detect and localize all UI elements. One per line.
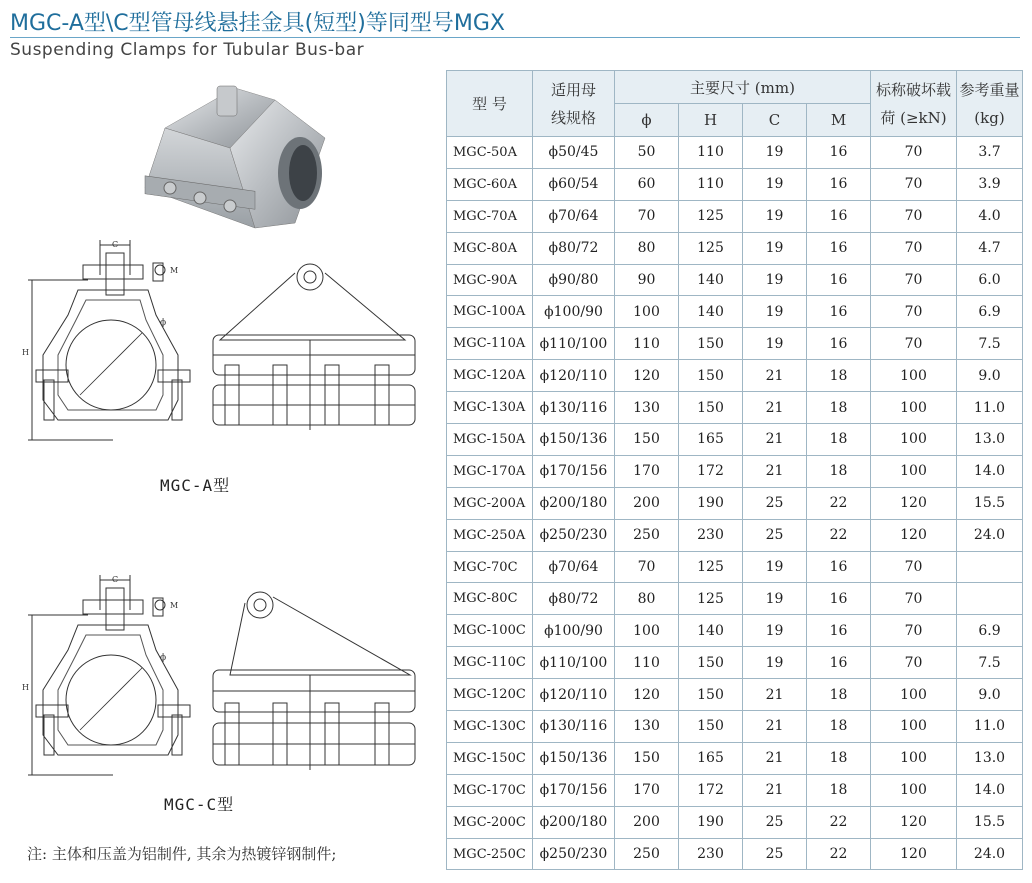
load-cell: 70	[871, 615, 957, 647]
table-row	[447, 360, 1023, 392]
table-row	[447, 806, 1023, 838]
table-row	[447, 264, 1023, 296]
load-cell: 70	[871, 296, 957, 328]
c-cell: 25	[743, 487, 807, 519]
m-cell: 18	[807, 774, 871, 806]
model-cell: MGC-120A	[447, 360, 533, 392]
phi-cell: 120	[615, 679, 679, 711]
m-cell: 18	[807, 392, 871, 424]
weight-cell: 4.7	[957, 232, 1023, 264]
table-row	[447, 615, 1023, 647]
weight-cell: 11.0	[957, 711, 1023, 743]
c-cell: 19	[743, 328, 807, 360]
header-m: M	[807, 104, 871, 137]
model-cell: MGC-250C	[447, 838, 533, 870]
load-cell: 100	[871, 392, 957, 424]
dim-c-label-c: C	[112, 575, 119, 584]
load-cell: 100	[871, 679, 957, 711]
mgc-c-side-view	[205, 585, 425, 780]
load-cell: 120	[871, 838, 957, 870]
dim-m-label-c: M	[170, 601, 179, 610]
h-cell: 150	[679, 392, 743, 424]
c-cell: 19	[743, 137, 807, 169]
table-row	[447, 519, 1023, 551]
dim-phi-label-c: ϕ	[160, 653, 167, 663]
h-cell: 150	[679, 328, 743, 360]
load-cell: 100	[871, 711, 957, 743]
c-cell: 21	[743, 392, 807, 424]
m-cell: 16	[807, 328, 871, 360]
c-cell: 19	[743, 232, 807, 264]
dim-m-label: M	[170, 266, 179, 275]
m-cell: 16	[807, 551, 871, 583]
table-row	[447, 424, 1023, 456]
bus-spec-cell: ϕ80/72	[533, 232, 615, 264]
table-row	[447, 838, 1023, 870]
table-row	[447, 137, 1023, 169]
table-row	[447, 168, 1023, 200]
table-row	[447, 455, 1023, 487]
m-cell: 18	[807, 455, 871, 487]
table-row	[447, 296, 1023, 328]
weight-cell: 6.9	[957, 296, 1023, 328]
c-cell: 19	[743, 200, 807, 232]
bus-spec-cell: ϕ100/90	[533, 296, 615, 328]
phi-cell: 120	[615, 360, 679, 392]
phi-cell: 80	[615, 583, 679, 615]
model-cell: MGC-80C	[447, 583, 533, 615]
header-weight: 参考重量 (kg)	[957, 71, 1023, 137]
weight-cell: 13.0	[957, 742, 1023, 774]
load-cell: 120	[871, 806, 957, 838]
phi-cell: 60	[615, 168, 679, 200]
m-cell: 16	[807, 200, 871, 232]
bus-spec-cell: ϕ130/116	[533, 711, 615, 743]
m-cell: 16	[807, 168, 871, 200]
table-row	[447, 742, 1023, 774]
c-cell: 21	[743, 711, 807, 743]
header-load: 标称破坏载 荷 (≥kN)	[871, 71, 957, 137]
weight-cell: 7.5	[957, 647, 1023, 679]
c-cell: 25	[743, 519, 807, 551]
weight-cell: 14.0	[957, 455, 1023, 487]
weight-cell: 24.0	[957, 838, 1023, 870]
h-cell: 150	[679, 679, 743, 711]
caption-mgc-c: MGC-C型	[164, 795, 235, 814]
model-cell: MGC-170C	[447, 774, 533, 806]
h-cell: 110	[679, 168, 743, 200]
load-cell: 70	[871, 200, 957, 232]
bus-spec-cell: ϕ70/64	[533, 551, 615, 583]
bus-spec-cell: ϕ120/110	[533, 360, 615, 392]
m-cell: 22	[807, 519, 871, 551]
bus-spec-cell: ϕ60/54	[533, 168, 615, 200]
bus-spec-cell: ϕ150/136	[533, 742, 615, 774]
model-cell: MGC-50A	[447, 137, 533, 169]
model-cell: MGC-150C	[447, 742, 533, 774]
model-cell: MGC-200C	[447, 806, 533, 838]
m-cell: 18	[807, 711, 871, 743]
c-cell: 21	[743, 679, 807, 711]
table-row	[447, 583, 1023, 615]
header-phi: ϕ	[615, 104, 679, 137]
table-row	[447, 711, 1023, 743]
weight-cell: 3.7	[957, 137, 1023, 169]
header-main-dims: 主要尺寸 (mm)	[615, 71, 871, 104]
load-cell: 70	[871, 264, 957, 296]
m-cell: 16	[807, 137, 871, 169]
phi-cell: 200	[615, 487, 679, 519]
m-cell: 18	[807, 742, 871, 774]
mgc-c-front-view	[18, 570, 198, 790]
bus-spec-cell: ϕ200/180	[533, 806, 615, 838]
m-cell: 16	[807, 583, 871, 615]
header-model: 型 号	[447, 71, 533, 137]
weight-cell: 9.0	[957, 360, 1023, 392]
weight-cell: 15.5	[957, 487, 1023, 519]
m-cell: 16	[807, 264, 871, 296]
h-cell: 125	[679, 200, 743, 232]
bus-spec-cell: ϕ250/230	[533, 838, 615, 870]
h-cell: 140	[679, 615, 743, 647]
table-row	[447, 551, 1023, 583]
weight-cell: 14.0	[957, 774, 1023, 806]
model-cell: MGC-110C	[447, 647, 533, 679]
bus-spec-cell: ϕ150/136	[533, 424, 615, 456]
h-cell: 165	[679, 742, 743, 774]
phi-cell: 170	[615, 455, 679, 487]
c-cell: 25	[743, 806, 807, 838]
model-cell: MGC-130C	[447, 711, 533, 743]
m-cell: 18	[807, 360, 871, 392]
table-row	[447, 487, 1023, 519]
material-note: 注: 主体和压盖为铝制件, 其余为热镀锌钢制件;	[27, 845, 337, 863]
c-cell: 19	[743, 296, 807, 328]
load-cell: 100	[871, 360, 957, 392]
load-cell: 70	[871, 328, 957, 360]
model-cell: MGC-100A	[447, 296, 533, 328]
c-cell: 21	[743, 424, 807, 456]
phi-cell: 80	[615, 232, 679, 264]
model-cell: MGC-70A	[447, 200, 533, 232]
load-cell: 70	[871, 232, 957, 264]
phi-cell: 70	[615, 551, 679, 583]
bus-spec-cell: ϕ110/100	[533, 328, 615, 360]
weight-cell: 3.9	[957, 168, 1023, 200]
dim-c-label: C	[112, 240, 119, 249]
product-photo	[125, 78, 340, 248]
c-cell: 21	[743, 455, 807, 487]
phi-cell: 200	[615, 806, 679, 838]
page-title: MGC-A型\C型管母线悬挂金具(短型)等同型号MGX	[10, 11, 505, 36]
load-cell: 120	[871, 487, 957, 519]
model-cell: MGC-90A	[447, 264, 533, 296]
m-cell: 18	[807, 679, 871, 711]
load-cell: 70	[871, 583, 957, 615]
phi-cell: 130	[615, 711, 679, 743]
phi-cell: 250	[615, 838, 679, 870]
h-cell: 150	[679, 360, 743, 392]
weight-cell: 9.0	[957, 679, 1023, 711]
c-cell: 21	[743, 774, 807, 806]
h-cell: 125	[679, 232, 743, 264]
h-cell: 172	[679, 455, 743, 487]
bus-spec-cell: ϕ90/80	[533, 264, 615, 296]
h-cell: 172	[679, 774, 743, 806]
bus-spec-cell: ϕ200/180	[533, 487, 615, 519]
table-row	[447, 328, 1023, 360]
page-subtitle: Suspending Clamps for Tubular Bus-bar	[10, 40, 365, 60]
model-cell: MGC-130A	[447, 392, 533, 424]
weight-cell: 7.5	[957, 328, 1023, 360]
h-cell: 190	[679, 806, 743, 838]
bus-spec-cell: ϕ170/156	[533, 455, 615, 487]
h-cell: 125	[679, 551, 743, 583]
weight-cell: 6.9	[957, 615, 1023, 647]
model-cell: MGC-110A	[447, 328, 533, 360]
phi-cell: 110	[615, 328, 679, 360]
c-cell: 21	[743, 742, 807, 774]
h-cell: 150	[679, 647, 743, 679]
model-cell: MGC-200A	[447, 487, 533, 519]
h-cell: 140	[679, 296, 743, 328]
bus-spec-cell: ϕ170/156	[533, 774, 615, 806]
table-row	[447, 392, 1023, 424]
weight-cell	[957, 551, 1023, 583]
h-cell: 165	[679, 424, 743, 456]
load-cell: 120	[871, 519, 957, 551]
h-cell: 230	[679, 838, 743, 870]
load-cell: 70	[871, 647, 957, 679]
table-row	[447, 774, 1023, 806]
phi-cell: 130	[615, 392, 679, 424]
m-cell: 16	[807, 615, 871, 647]
bus-spec-cell: ϕ250/230	[533, 519, 615, 551]
bus-spec-cell: ϕ130/116	[533, 392, 615, 424]
caption-mgc-a: MGC-A型	[160, 476, 231, 495]
phi-cell: 170	[615, 774, 679, 806]
phi-cell: 100	[615, 296, 679, 328]
phi-cell: 90	[615, 264, 679, 296]
load-cell: 100	[871, 455, 957, 487]
spec-table	[446, 70, 1023, 870]
m-cell: 18	[807, 424, 871, 456]
table-row	[447, 647, 1023, 679]
mgc-a-front-view	[18, 235, 198, 455]
dim-h-label-c: H	[22, 683, 29, 692]
phi-cell: 100	[615, 615, 679, 647]
load-cell: 100	[871, 424, 957, 456]
header-bus-spec: 适用母 线规格	[533, 71, 615, 137]
model-cell: MGC-60A	[447, 168, 533, 200]
c-cell: 19	[743, 615, 807, 647]
model-cell: MGC-250A	[447, 519, 533, 551]
table-row	[447, 679, 1023, 711]
m-cell: 16	[807, 296, 871, 328]
model-cell: MGC-120C	[447, 679, 533, 711]
header-h: H	[679, 104, 743, 137]
weight-cell: 13.0	[957, 424, 1023, 456]
model-cell: MGC-100C	[447, 615, 533, 647]
load-cell: 70	[871, 551, 957, 583]
mgc-a-side-view	[205, 255, 425, 440]
model-cell: MGC-150A	[447, 424, 533, 456]
bus-spec-cell: ϕ50/45	[533, 137, 615, 169]
h-cell: 140	[679, 264, 743, 296]
weight-cell: 15.5	[957, 806, 1023, 838]
h-cell: 190	[679, 487, 743, 519]
weight-cell: 11.0	[957, 392, 1023, 424]
weight-cell	[957, 583, 1023, 615]
load-cell: 100	[871, 742, 957, 774]
weight-cell: 6.0	[957, 264, 1023, 296]
m-cell: 22	[807, 487, 871, 519]
m-cell: 22	[807, 806, 871, 838]
title-rule	[10, 37, 1020, 38]
phi-cell: 50	[615, 137, 679, 169]
header-c: C	[743, 104, 807, 137]
phi-cell: 70	[615, 200, 679, 232]
c-cell: 19	[743, 264, 807, 296]
bus-spec-cell: ϕ120/110	[533, 679, 615, 711]
phi-cell: 150	[615, 742, 679, 774]
h-cell: 110	[679, 137, 743, 169]
c-cell: 19	[743, 168, 807, 200]
phi-cell: 110	[615, 647, 679, 679]
spec-table-body	[447, 137, 1023, 870]
load-cell: 100	[871, 774, 957, 806]
model-cell: MGC-80A	[447, 232, 533, 264]
m-cell: 16	[807, 232, 871, 264]
c-cell: 25	[743, 838, 807, 870]
m-cell: 16	[807, 647, 871, 679]
bus-spec-cell: ϕ110/100	[533, 647, 615, 679]
c-cell: 19	[743, 551, 807, 583]
c-cell: 19	[743, 583, 807, 615]
phi-cell: 150	[615, 424, 679, 456]
load-cell: 70	[871, 137, 957, 169]
model-cell: MGC-170A	[447, 455, 533, 487]
weight-cell: 24.0	[957, 519, 1023, 551]
m-cell: 22	[807, 838, 871, 870]
table-row	[447, 232, 1023, 264]
c-cell: 19	[743, 647, 807, 679]
c-cell: 21	[743, 360, 807, 392]
h-cell: 230	[679, 519, 743, 551]
bus-spec-cell: ϕ100/90	[533, 615, 615, 647]
phi-cell: 250	[615, 519, 679, 551]
bus-spec-cell: ϕ80/72	[533, 583, 615, 615]
dim-h-label: H	[22, 348, 29, 357]
h-cell: 125	[679, 583, 743, 615]
bus-spec-cell: ϕ70/64	[533, 200, 615, 232]
h-cell: 150	[679, 711, 743, 743]
table-row	[447, 200, 1023, 232]
weight-cell: 4.0	[957, 200, 1023, 232]
load-cell: 70	[871, 168, 957, 200]
model-cell: MGC-70C	[447, 551, 533, 583]
dim-phi-label: ϕ	[160, 318, 167, 328]
